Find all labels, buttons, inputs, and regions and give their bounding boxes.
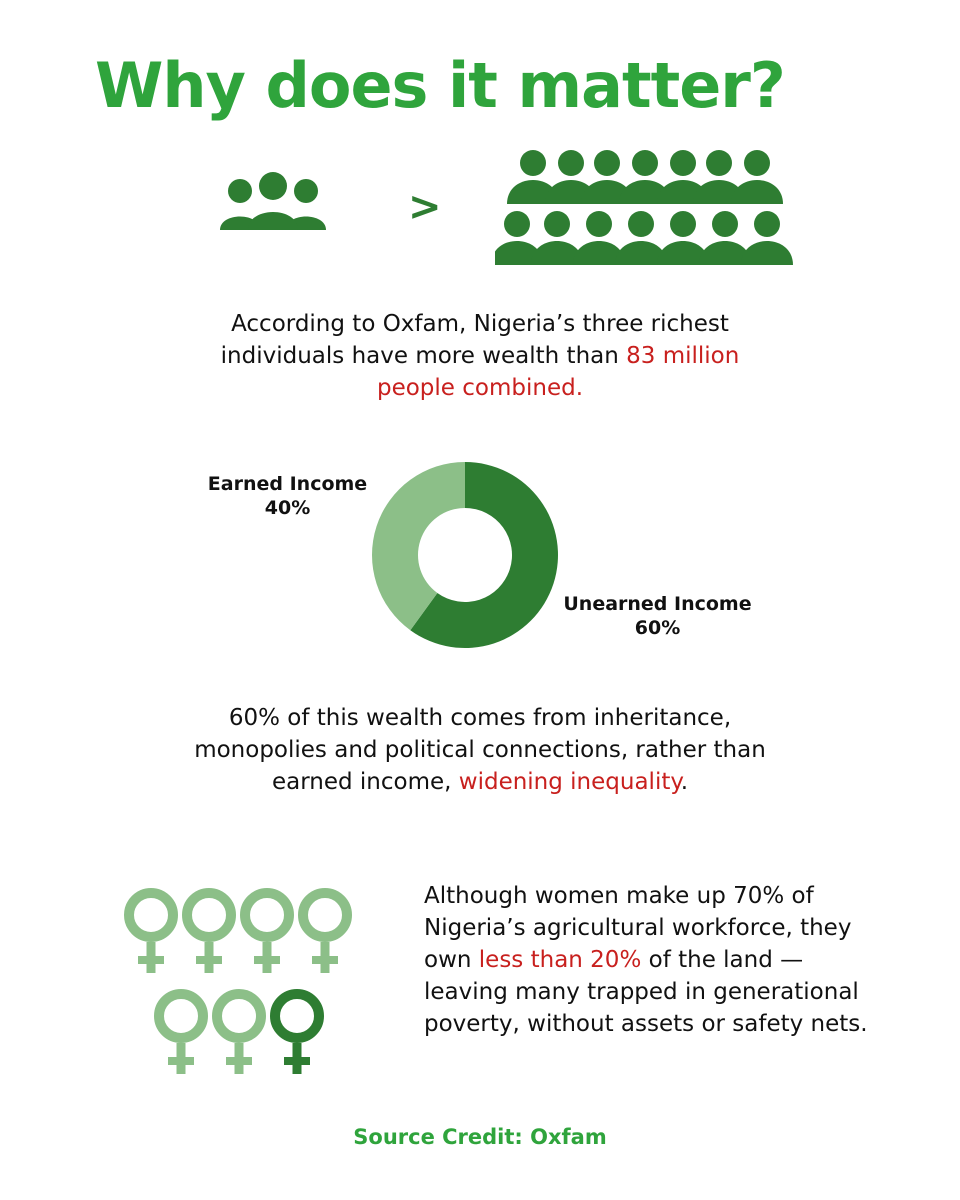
highlight-text: widening inequality <box>458 769 681 795</box>
female-symbols-group <box>115 880 365 1080</box>
paragraph-text: Although women make up 70% of Nigeria’s agricultural workforce, they own <box>424 883 852 973</box>
highlight-text: less than 20% <box>478 947 642 973</box>
paragraph-oxfam-wealth <box>180 308 780 404</box>
person-head <box>744 150 770 176</box>
page-title: Why does it matter? <box>95 49 785 122</box>
female-symbol-icon <box>245 893 289 973</box>
person-head <box>504 211 530 237</box>
label-unearned-income-value: 60% <box>634 617 681 639</box>
paragraph-text: According to Oxfam, Nigeria’s three richest individuals have more wealth than <box>220 311 729 369</box>
person-body <box>731 180 783 204</box>
label-earned-income <box>185 472 390 520</box>
paragraph-wealth-source <box>180 702 780 798</box>
person-head <box>712 211 738 237</box>
person-head <box>628 211 654 237</box>
label-earned-income-name: Earned Income <box>207 473 368 495</box>
person-head <box>632 150 658 176</box>
paragraph-text-after: of the land —leaving many trapped in generational poverty, without assets or safety nets. <box>424 947 868 1037</box>
female-symbol-icon <box>275 994 319 1074</box>
paragraph-suffix: . <box>680 769 689 795</box>
paragraph-women-land <box>424 880 874 1040</box>
female-symbol-icon <box>159 994 203 1074</box>
person-head <box>586 211 612 237</box>
female-symbol-icon <box>217 994 261 1074</box>
group-of-three-people-icon <box>218 172 330 234</box>
female-symbol-icon <box>187 893 231 973</box>
greater-than-symbol: > <box>408 184 442 230</box>
person-head <box>520 150 546 176</box>
person-head <box>670 150 696 176</box>
person-head <box>544 211 570 237</box>
person-body <box>741 241 793 265</box>
source-credit: Source Credit: Oxfam <box>353 1125 607 1149</box>
crowd-of-people-icon <box>495 145 805 273</box>
female-symbol-icon <box>129 893 173 973</box>
income-donut-chart <box>365 455 565 655</box>
label-unearned-income-name: Unearned Income <box>563 593 752 615</box>
paragraph-text: 60% of this wealth comes from inheritance, monopolies and political connections, rather than earned income, <box>194 705 766 795</box>
highlight-text: 83 million people combined. <box>376 343 740 401</box>
person-head <box>754 211 780 237</box>
person-head <box>594 150 620 176</box>
person-head <box>706 150 732 176</box>
person-head <box>558 150 584 176</box>
female-symbol-icon <box>303 893 347 973</box>
label-unearned-income <box>545 592 770 640</box>
label-earned-income-value: 40% <box>264 497 311 519</box>
person-head <box>670 211 696 237</box>
